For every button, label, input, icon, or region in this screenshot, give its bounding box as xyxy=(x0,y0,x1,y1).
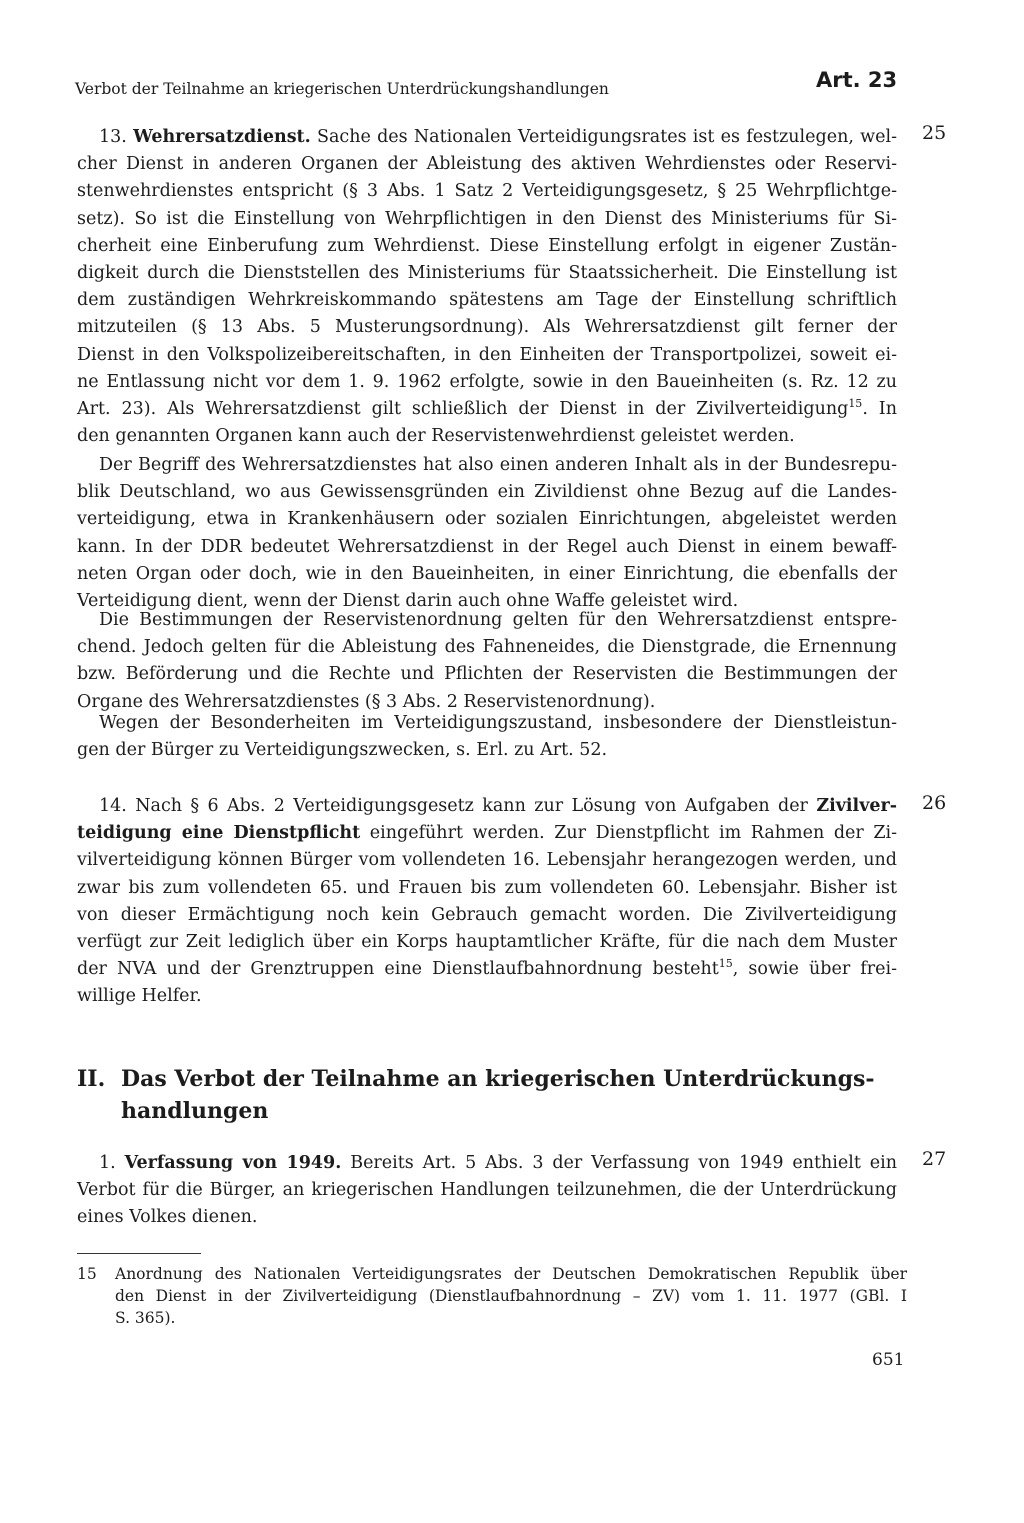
section-heading xyxy=(77,1063,897,1127)
text-line: eines Volkes dienen. xyxy=(77,1207,258,1228)
text-line: mitzuteilen (§ 13 Abs. 5 Musterungsordnung). Als Wehrersatzdienst gilt ferner der xyxy=(77,317,897,338)
lead-term: Verfassung von 1949. xyxy=(124,1153,342,1173)
footnote-number: 15 xyxy=(77,1265,97,1283)
text-line xyxy=(77,124,897,151)
margin-number-25: 25 xyxy=(922,122,947,144)
text-line xyxy=(77,396,897,423)
item-number: 13. xyxy=(99,127,127,147)
text-line: cherheit eine Einberufung zum Wehrdienst. Diese Einstellung erfolgt in eigener Zustän- xyxy=(77,235,897,256)
line-text: eingeführt werden. Zur Dienstpflicht im Rahmen der Zi- xyxy=(369,823,897,844)
text-line: ne Entlassung nicht vor dem 1. 9. 1962 erfolgte, sowie in den Baueinheiten (s. Rz. 12 zu xyxy=(77,371,897,392)
lead-term: teidigung eine Dienstpflicht xyxy=(77,823,361,844)
text-line: willige Helfer. xyxy=(77,986,202,1007)
text-line: S. 365). xyxy=(115,1309,176,1327)
paragraph-verfassung-1949 xyxy=(77,1150,897,1232)
margin-number-26: 26 xyxy=(922,792,947,814)
article-reference: Art. 23 xyxy=(816,68,898,92)
text-line: blik Deutschland, wo aus Gewissensgründen ein Zivildienst ohne Bezug auf die Landes- xyxy=(77,482,897,503)
paragraph-zivilverteidigung xyxy=(77,793,897,1011)
text-line: cher Dienst in anderen Organen der Ableistung des aktiven Wehrdienstes oder Reservi- xyxy=(77,154,897,175)
text-line: kann. In der DDR bedeutet Wehrersatzdienst in der Regel auch Dienst in einem bewaff- xyxy=(77,536,897,557)
text-line: setz). So ist die Einstellung von Wehrpflichtigen in den Dienst des Ministeriums für Si- xyxy=(77,208,897,229)
text-line xyxy=(77,820,897,847)
line-text: der NVA und der Grenztruppen eine Dienstlaufbahnordnung besteht xyxy=(77,959,719,980)
text-line: bzw. Beförderung und die Rechte und Pflichten der Reservisten die Bestimmungen der xyxy=(77,664,897,685)
text-line: Der Begriff des Wehrersatzdienstes hat also einen anderen Inhalt als in der Bundesrepu- xyxy=(99,455,897,475)
section-title-line: Das Verbot der Teilnahme an kriegerischen Unterdrückungs- xyxy=(121,1066,875,1092)
line-text: , sowie über frei- xyxy=(732,959,897,980)
text-line: stenwehrdienstes entspricht (§ 3 Abs. 1 Satz 2 Verteidigungsgesetz, § 25 Wehrpflichtge- xyxy=(77,181,897,202)
paragraph-begriff xyxy=(77,452,897,615)
text-line: gen der Bürger zu Verteidigungszwecken, s. Erl. zu Art. 52. xyxy=(77,740,608,761)
text-line: verfügt zur Zeit lediglich über ein Korps hauptamtlicher Kräfte, für die nach dem Muster xyxy=(77,932,897,953)
text-line xyxy=(77,793,897,820)
text-line: Anordnung des Nationalen Verteidigungsrates der Deutschen Demokratischen Republik über xyxy=(115,1265,907,1283)
text-line: verteidigung, etwa in Krankenhäusern oder sozialen Einrichtungen, abgeleistet werden xyxy=(77,509,897,530)
text-line xyxy=(77,956,897,983)
text-line: zwar bis zum vollendeten 65. und Frauen bis zum vollendeten 60. Lebensjahr. Bisher ist xyxy=(77,877,897,898)
text-line: von dieser Ermächtigung noch kein Gebrauch gemacht worden. Die Zivilverteidigung xyxy=(77,904,897,925)
text-line: chend. Jedoch gelten für die Ableistung des Fahneneides, die Dienstgrade, die Ernennung xyxy=(77,637,897,658)
running-head: Verbot der Teilnahme an kriegerischen Unterdrückungshandlungen xyxy=(75,80,609,98)
paragraph-wehrersatzdienst xyxy=(77,124,897,450)
text-line: Wegen der Besonderheiten im Verteidigungszustand, insbesondere der Dienstleistun- xyxy=(99,713,897,733)
footnote-rule xyxy=(77,1253,201,1254)
text-line: Organe des Wehrersatzdienstes (§ 3 Abs. 2 Reservistenordnung). xyxy=(77,691,656,712)
text-line: den Dienst in der Zivilverteidigung (Dienstlaufbahnordnung – ZV) vom 1. 11. 1977 (GBl. I xyxy=(115,1287,907,1305)
line-text: 14. Nach § 6 Abs. 2 Verteidigungsgesetz kann zur Lösung von Aufgaben der xyxy=(99,796,808,816)
margin-number-27: 27 xyxy=(922,1148,947,1170)
footnote-ref[interactable]: 15 xyxy=(848,397,863,411)
text-line: neten Organ oder doch, wie in den Baueinheiten, in einer Einrichtung, die ebenfalls der xyxy=(77,563,897,584)
text-line: digkeit durch die Dienststellen des Ministeriums für Staatssicherheit. Die Einstellung ist xyxy=(77,263,897,284)
footnote-ref[interactable]: 15 xyxy=(718,957,733,971)
paragraph-bestimmungen xyxy=(77,607,897,716)
text-line xyxy=(77,1150,897,1177)
text-line: Dienst in den Volkspolizeibereitschaften, in den Einheiten der Transportpolizei, soweit ei- xyxy=(77,344,897,365)
footnote-body xyxy=(77,1263,907,1329)
text-line: dem zuständigen Wehrkreiskommando spätestens am Tage der Einstellung schriftlich xyxy=(77,290,897,311)
line-text: Sache des Nationalen Verteidigungsrates ist es festzulegen, wel- xyxy=(316,127,897,147)
paragraph-verteidigungszustand xyxy=(77,710,897,764)
text-line: Verteidigung dient, wenn der Dienst darin auch ohne Waffe geleistet wird. xyxy=(77,591,739,612)
page-number: 651 xyxy=(872,1350,905,1370)
lead-term: Wehrersatzdienst. xyxy=(133,127,311,147)
section-number: II. xyxy=(77,1066,106,1092)
lead-term: Zivilver- xyxy=(816,796,897,816)
item-number: 1. xyxy=(99,1153,116,1173)
line-text: Art. 23). Als Wehrersatzdienst gilt schließlich der Dienst in der Zivilverteidigung xyxy=(77,399,849,420)
line-text: . In xyxy=(862,399,897,420)
text-line: Verbot für die Bürger, an kriegerischen Handlungen teilzunehmen, die der Unterdrückung xyxy=(77,1180,897,1201)
line-text: Bereits Art. 5 Abs. 3 der Verfassung von 1949 enthielt ein xyxy=(350,1153,897,1173)
text-line: den genannten Organen kann auch der Reservistenwehrdienst geleistet werden. xyxy=(77,426,795,447)
footnote-15 xyxy=(77,1263,907,1329)
text-line: Die Bestimmungen der Reservistenordnung gelten für den Wehrersatzdienst entspre- xyxy=(99,610,897,630)
section-title-line: handlungen xyxy=(121,1098,269,1124)
text-line: vilverteidigung können Bürger vom vollendeten 16. Lebensjahr herangezogen werden, und xyxy=(77,850,897,871)
